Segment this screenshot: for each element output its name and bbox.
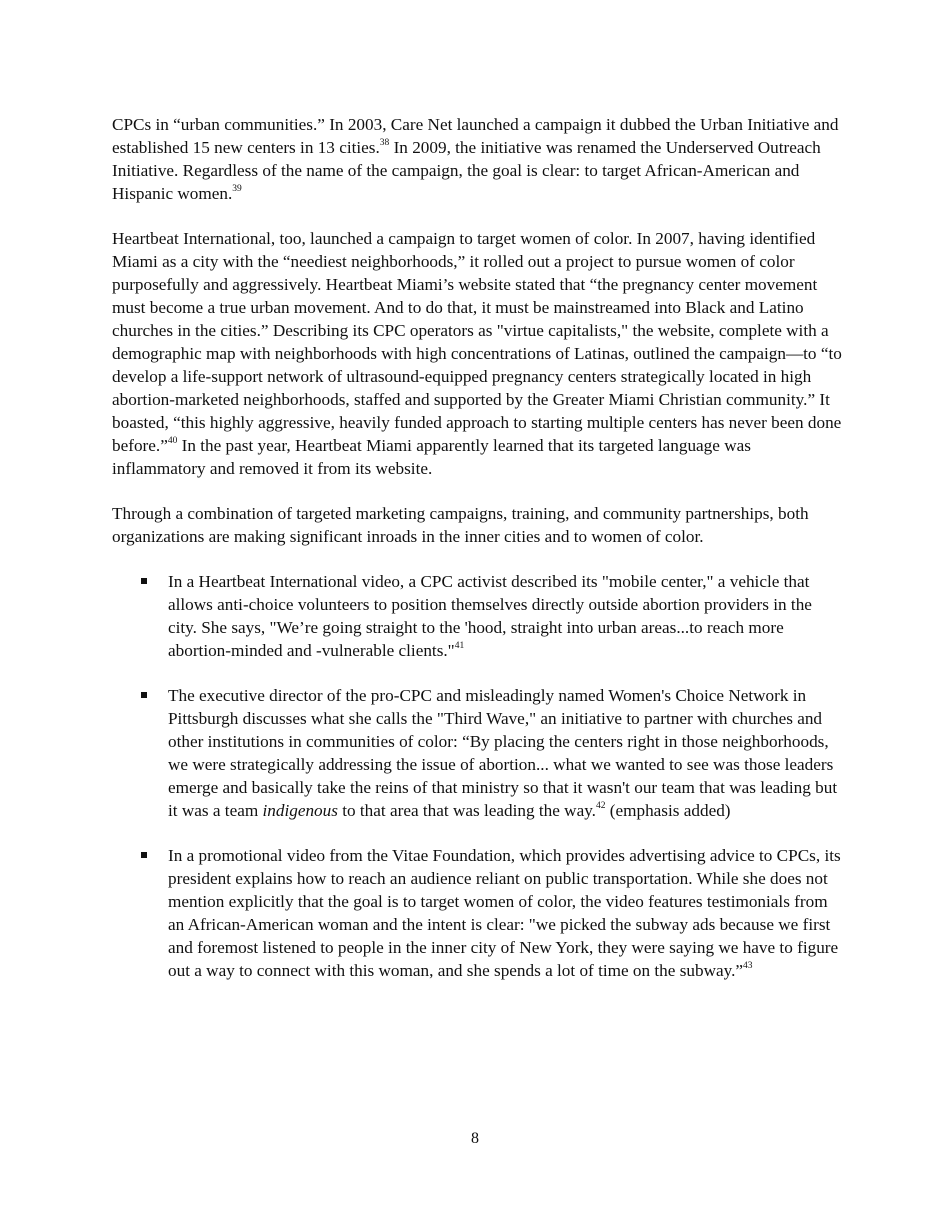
text-run: to that area that was leading the way.	[337, 801, 596, 820]
bullet-item	[112, 684, 842, 822]
paragraph	[112, 113, 842, 205]
bullet-list	[112, 570, 842, 982]
paragraph	[112, 502, 842, 548]
text-run: In 2009, the initiative was renamed the Underserved Outreach Initiative. Regardless of the name of the campaign, the goal is clear: to target African-American and Hispanic women.	[112, 138, 821, 203]
footnote-ref: 41	[454, 641, 465, 652]
square-bullet-icon	[141, 692, 147, 698]
emphasis: indigenous	[262, 801, 338, 820]
text-run: Through a combination of targeted marketing campaigns, training, and community partnerships, both organizations are making significant inroads in the inner cities and to women of color.	[112, 504, 809, 546]
text-run: In the past year, Heartbeat Miami apparently learned that its targeted language was inflammatory and removed it from its website.	[112, 436, 751, 478]
footnote-ref: 40	[167, 436, 178, 447]
paragraph	[112, 227, 842, 480]
text-run: In a Heartbeat International video, a CPC activist described its "mobile center," a vehicle that allows anti-choice volunteers to position themselves directly outside abortion providers in the city. She says, "We’re going straight to the 'hood, straight into urban areas...to reach more abortion-minded and -vulnerable clients."	[168, 572, 812, 660]
footnote-ref: 42	[595, 801, 606, 812]
square-bullet-icon	[141, 578, 147, 584]
bullet-item	[112, 844, 842, 982]
footnote-ref: 43	[743, 961, 753, 972]
document-page	[112, 113, 842, 1004]
bullet-item	[112, 570, 842, 662]
page-number: 8	[471, 1130, 479, 1147]
bullet-text	[168, 686, 837, 820]
square-bullet-icon	[141, 852, 147, 858]
text-run: (emphasis added)	[605, 801, 731, 820]
bullet-text	[168, 846, 841, 980]
text-run: CPCs in “urban communities.” In 2003, Care Net launched a campaign it dubbed the Urban Initiative and established 15 new centers in 13 cities.	[112, 115, 839, 157]
text-run: In a promotional video from the Vitae Foundation, which provides advertising advice to CPCs, its president explains how to reach an audience reliant on public transportation. While she does not mention explicitly that the goal is to target women of color, the video features testimonials from an African-American woman and the intent is clear: "we picked the subway ads because we first and foremost listened to people in the inner city of New York, they were saying we have to figure out a way to connect with this woman, and she spends a lot of time on the subway.”	[168, 846, 841, 980]
footnote-ref: 39	[232, 184, 242, 195]
footnote-ref: 38	[379, 138, 390, 149]
bullet-text	[168, 572, 812, 660]
text-run: Heartbeat International, too, launched a campaign to target women of color. In 2007, having identified Miami as a city with the “neediest neighborhoods,” it rolled out a project to pursue women of color purposefully and aggressively. Heartbeat Miami’s website stated that “the pregnancy center movement must become a true urban movement. And to do that, it must be mainstreamed into Black and Latino churches in the cities.” Describing its CPC operators as "virtue capitalists," the website, complete with a demographic map with neighborhoods with high concentrations of Latinas, outlined the campaign—to “to develop a life-support network of ultrasound-equipped pregnancy centers strategically located in high abortion-marketed neighborhoods, staffed and supported by the Greater Miami Christian community.” It boasted, “this highly aggressive, heavily funded approach to starting multiple centers has never been done before.”	[112, 229, 842, 455]
text-run: The executive director of the pro-CPC and misleadingly named Women's Choice Network in Pittsburgh discusses what she calls the "Third Wave," an initiative to partner with churches and other institutions in communities of color: “By placing the centers right in those neighborhoods, we were strategically addressing the issue of abortion... what we wanted to see was those leaders emerge and basically take the reins of that ministry so that it wasn't our team that was leading but it was a team	[168, 686, 838, 820]
